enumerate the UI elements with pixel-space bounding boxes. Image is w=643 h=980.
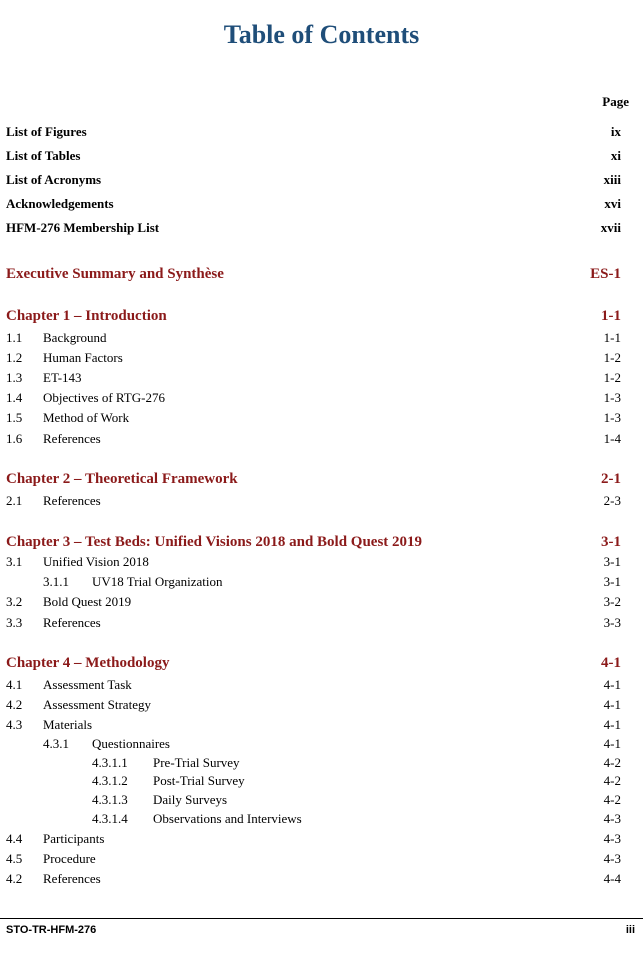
section-number: 4.2 xyxy=(6,871,23,886)
entry-page: xvii xyxy=(600,220,621,235)
section-title: Assessment Strategy xyxy=(43,697,151,712)
section-title: Bold Quest 2019 xyxy=(43,594,132,609)
toc-section[interactable] xyxy=(6,696,621,714)
section-number: 4.1 xyxy=(6,677,23,692)
entry-label: List of Figures xyxy=(6,124,87,139)
section-page: 1-4 xyxy=(603,431,621,446)
section-title: Human Factors xyxy=(43,350,123,365)
entry-page: ix xyxy=(610,124,621,139)
section-title: Questionnaires xyxy=(92,736,170,751)
toc-chapter-3[interactable] xyxy=(6,533,621,551)
section-number: 4.4 xyxy=(6,831,23,846)
section-title: Pre-Trial Survey xyxy=(153,755,240,770)
section-title: Unified Vision 2018 xyxy=(43,554,149,569)
section-title: ET-143 xyxy=(43,370,82,385)
section-page: 4-3 xyxy=(603,831,621,846)
toc-subsection[interactable] xyxy=(6,735,621,753)
section-page: 4-1 xyxy=(603,697,621,712)
toc-subsubsection[interactable] xyxy=(6,791,621,809)
toc-section[interactable] xyxy=(6,830,621,848)
section-number: 4.3.1.3 xyxy=(92,792,128,807)
page-title: Table of Contents xyxy=(223,20,420,49)
toc-section[interactable] xyxy=(6,389,621,407)
entry-page: xi xyxy=(610,148,621,163)
section-number: 3.1 xyxy=(6,554,23,569)
section-number: 1.1 xyxy=(6,330,23,345)
section-page: 1-2 xyxy=(603,350,621,365)
toc-section[interactable] xyxy=(6,430,621,448)
section-number: 1.5 xyxy=(6,410,23,425)
section-number: 4.5 xyxy=(6,851,23,866)
section-page: 4-2 xyxy=(603,755,621,770)
section-page: 4-3 xyxy=(603,851,621,866)
toc-section[interactable] xyxy=(6,593,621,611)
chapter-page: 4-1 xyxy=(601,655,621,671)
section-title: References xyxy=(43,871,101,886)
section-page: 4-1 xyxy=(603,677,621,692)
section-page: 1-3 xyxy=(603,410,621,425)
entry-label: List of Tables xyxy=(6,148,81,163)
section-number: 3.2 xyxy=(6,594,23,609)
section-title: Procedure xyxy=(43,851,96,866)
toc-entry-membership[interactable] xyxy=(6,219,621,237)
section-page: 4-2 xyxy=(603,792,621,807)
toc-section[interactable] xyxy=(6,676,621,694)
entry-label: List of Acronyms xyxy=(6,172,102,187)
toc-chapter-4[interactable] xyxy=(6,654,621,672)
section-page: 4-3 xyxy=(603,811,621,826)
entry-page: xvi xyxy=(604,196,621,211)
toc-section[interactable] xyxy=(6,870,621,888)
toc-entry-acronyms[interactable] xyxy=(6,171,621,189)
section-title: Method of Work xyxy=(43,410,130,425)
section-number: 4.3 xyxy=(6,717,23,732)
section-title: UV18 Trial Organization xyxy=(92,574,223,589)
section-number: 1.4 xyxy=(6,390,23,405)
entry-label: HFM-276 Membership List xyxy=(6,220,160,235)
toc-entry-tables[interactable] xyxy=(6,147,621,165)
section-number: 3.1.1 xyxy=(43,574,69,589)
section-page: 3-1 xyxy=(603,554,621,569)
section-page: 3-2 xyxy=(603,594,621,609)
section-title: Post-Trial Survey xyxy=(153,773,245,788)
entry-page: xiii xyxy=(603,172,621,187)
toc-subsubsection[interactable] xyxy=(6,754,621,772)
toc-subsection[interactable] xyxy=(6,573,621,591)
section-title: Observations and Interviews xyxy=(153,811,302,826)
section-page: 1-3 xyxy=(603,390,621,405)
chapter-label: Chapter 1 – Introduction xyxy=(6,308,167,324)
section-number: 4.3.1 xyxy=(43,736,69,751)
toc-chapter-1[interactable] xyxy=(6,307,621,325)
toc-section[interactable] xyxy=(6,850,621,868)
section-number: 4.3.1.2 xyxy=(92,773,128,788)
toc-section[interactable] xyxy=(6,614,621,632)
toc-section[interactable] xyxy=(6,329,621,347)
section-title: Materials xyxy=(43,717,93,732)
entry-label: Acknowledgements xyxy=(6,196,114,211)
toc-section[interactable] xyxy=(6,553,621,571)
section-number: 2.1 xyxy=(6,493,23,508)
section-page: 4-2 xyxy=(603,773,621,788)
page-column-header: Page xyxy=(602,94,629,109)
section-page: 4-1 xyxy=(603,717,621,732)
section-page: 4-1 xyxy=(603,736,621,751)
section-page: 1-1 xyxy=(603,330,621,345)
section-title: Daily Surveys xyxy=(153,792,228,807)
toc-subsubsection[interactable] xyxy=(6,772,621,790)
section-number: 1.6 xyxy=(6,431,23,446)
toc-section[interactable] xyxy=(6,492,621,510)
entry-page: ES-1 xyxy=(590,266,621,282)
section-number: 3.3 xyxy=(6,615,23,630)
chapter-page: 2-1 xyxy=(601,471,621,487)
report-number: STO-TR-HFM-276 xyxy=(6,924,97,936)
toc-entry-acknowledgements[interactable] xyxy=(6,195,621,213)
section-number: 4.3.1.1 xyxy=(92,755,128,770)
toc-entry-figures[interactable] xyxy=(6,123,621,141)
section-page: 3-3 xyxy=(603,615,621,630)
section-number: 1.2 xyxy=(6,350,23,365)
section-title: Background xyxy=(43,330,107,345)
toc-section[interactable] xyxy=(6,409,621,427)
chapter-label: Chapter 3 – Test Beds: Unified Visions 2018 and Bold Quest 2019 xyxy=(6,534,423,550)
toc-section[interactable] xyxy=(6,369,621,387)
chapter-page: 3-1 xyxy=(601,534,621,550)
section-number: 4.2 xyxy=(6,697,23,712)
section-title: Participants xyxy=(43,831,105,846)
section-page: 1-2 xyxy=(603,370,621,385)
section-title: Assessment Task xyxy=(43,677,132,692)
section-title: References xyxy=(43,615,101,630)
entry-label: Executive Summary and Synthèse xyxy=(6,266,224,282)
page-number: iii xyxy=(625,924,635,936)
chapter-label: Chapter 4 – Methodology xyxy=(6,655,170,671)
chapter-page: 1-1 xyxy=(601,308,621,324)
toc-section[interactable] xyxy=(6,349,621,367)
toc-entry-executive-summary[interactable] xyxy=(6,265,621,283)
section-page: 4-4 xyxy=(603,871,621,886)
chapter-label: Chapter 2 – Theoretical Framework xyxy=(6,471,238,487)
footer-divider xyxy=(0,918,643,919)
section-title: References xyxy=(43,431,101,446)
section-page: 2-3 xyxy=(603,493,621,508)
toc-section[interactable] xyxy=(6,716,621,734)
section-number: 4.3.1.4 xyxy=(92,811,128,826)
section-page: 3-1 xyxy=(603,574,621,589)
toc-subsubsection[interactable] xyxy=(6,810,621,828)
section-title: Objectives of RTG-276 xyxy=(43,390,165,405)
toc-chapter-2[interactable] xyxy=(6,470,621,488)
section-title: References xyxy=(43,493,101,508)
section-number: 1.3 xyxy=(6,370,23,385)
